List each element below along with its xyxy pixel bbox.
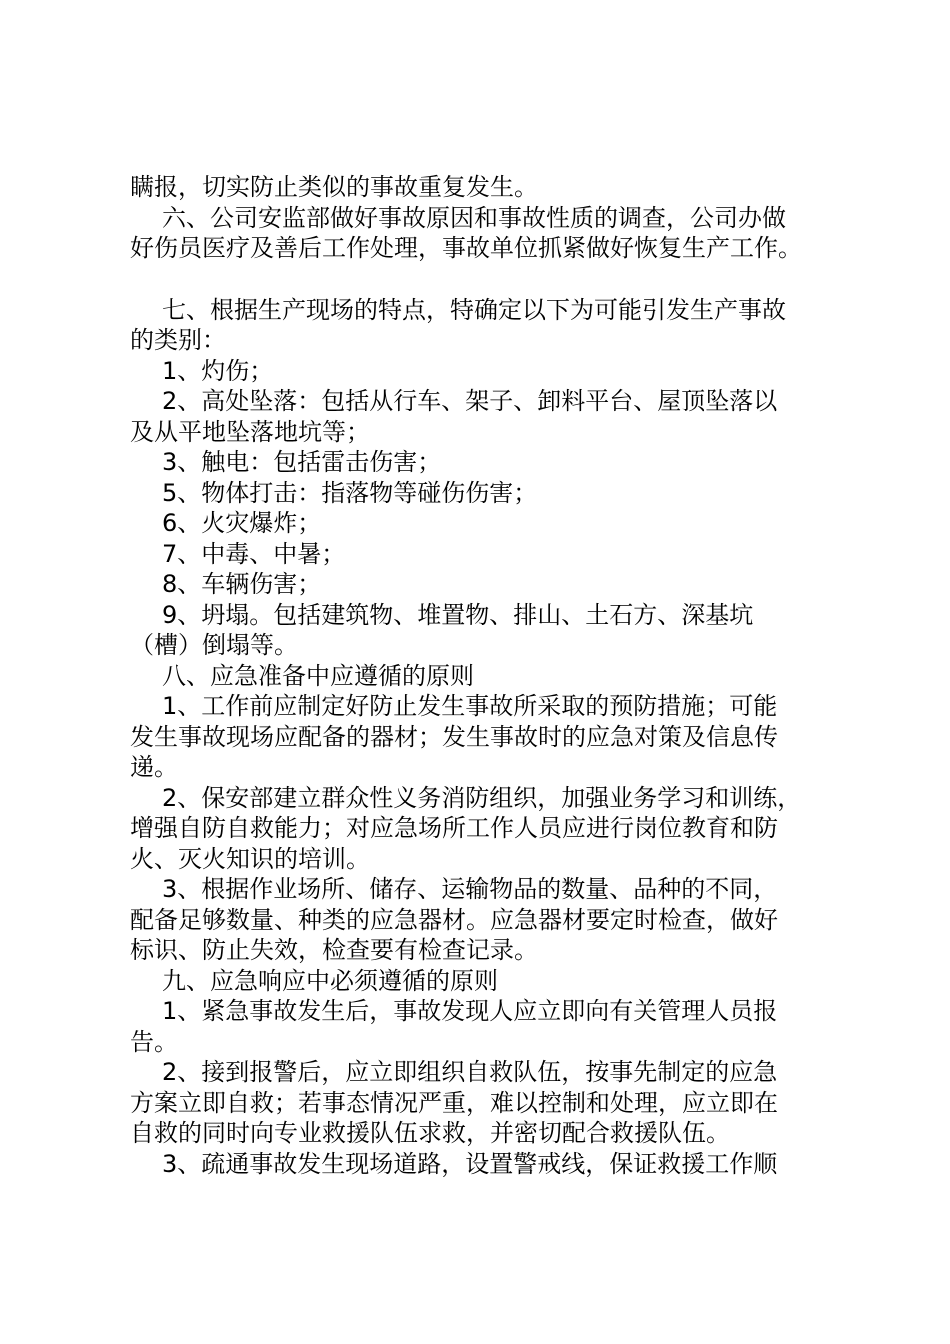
paragraph-line: 的类别： bbox=[130, 326, 226, 354]
paragraph-line: 好伤员医疗及善后工作处理，事故单位抓紧做好恢复生产工作。 bbox=[130, 234, 802, 262]
paragraph-line: 及从平地坠落地坑等； bbox=[130, 417, 370, 446]
list-item: 1、工作前应制定好防止发生事故所采取的预防措施；可能 bbox=[162, 692, 778, 720]
paragraph-line: 告。 bbox=[130, 1027, 178, 1056]
list-item: 1、紧急事故发生后，事故发现人应立即向有关管理人员报 bbox=[162, 997, 778, 1025]
section-heading-line: 八、应急准备中应遵循的原则 bbox=[162, 661, 474, 690]
list-item: 9、坍塌。包括建筑物、堆置物、排山、土石方、深基坑 bbox=[162, 600, 754, 629]
paragraph-line: 方案立即自救；若事态情况严重，难以控制和处理，应立即在 bbox=[130, 1088, 778, 1117]
paragraph-line: 发生事故现场应配备的器材；发生事故时的应急对策及信息传 bbox=[130, 722, 778, 751]
list-item: 3、触电：包括雷击伤害； bbox=[162, 448, 442, 476]
list-item: 2、接到报警后，应立即组织自救队伍，按事先制定的应急 bbox=[162, 1058, 778, 1086]
section-heading-line: 六、公司安监部做好事故原因和事故性质的调查，公司办做 bbox=[162, 203, 786, 232]
list-item: 7、中毒、中暑； bbox=[162, 539, 346, 568]
blank-line bbox=[130, 264, 840, 295]
list-item: 2、高处坠落：包括从行车、架子、卸料平台、屋顶坠落以 bbox=[162, 387, 778, 415]
list-item: 3、根据作业场所、储存、运输物品的数量、品种的不同， bbox=[162, 875, 778, 903]
list-item: 5、物体打击：指落物等碰伤伤害； bbox=[162, 478, 538, 507]
section-heading-line: 九、应急响应中必须遵循的原则 bbox=[162, 966, 498, 995]
list-item: 6、火灾爆炸； bbox=[162, 509, 322, 537]
list-item: 3、疏通事故发生现场道路，设置警戒线，保证救援工作顺 bbox=[162, 1149, 778, 1178]
section-heading-line: 七、根据生产现场的特点，特确定以下为可能引发生产事故 bbox=[162, 295, 786, 324]
list-item: 1、灼伤； bbox=[162, 356, 274, 385]
paragraph-line: （槽）倒塌等。 bbox=[130, 631, 298, 659]
list-item: 8、车辆伤害； bbox=[162, 570, 322, 598]
paragraph-line: 配备足够数量、种类的应急器材。应急器材要定时检查，做好 bbox=[130, 905, 778, 934]
paragraph-line: 瞒报，切实防止类似的事故重复发生。 bbox=[130, 173, 538, 201]
paragraph-line: 标识、防止失效，检查要有检查记录。 bbox=[130, 936, 538, 964]
paragraph-line: 自救的同时向专业救援队伍求救，并密切配合救援队伍。 bbox=[130, 1119, 730, 1147]
document-body bbox=[130, 172, 840, 1179]
list-item: 2、保安部建立群众性义务消防组织，加强业务学习和训练， bbox=[162, 783, 802, 812]
paragraph-line: 火、灭火知识的培训。 bbox=[130, 844, 370, 873]
paragraph-line: 增强自防自救能力；对应急场所工作人员应进行岗位教育和防 bbox=[130, 814, 778, 842]
paragraph-line: 递。 bbox=[130, 753, 178, 781]
